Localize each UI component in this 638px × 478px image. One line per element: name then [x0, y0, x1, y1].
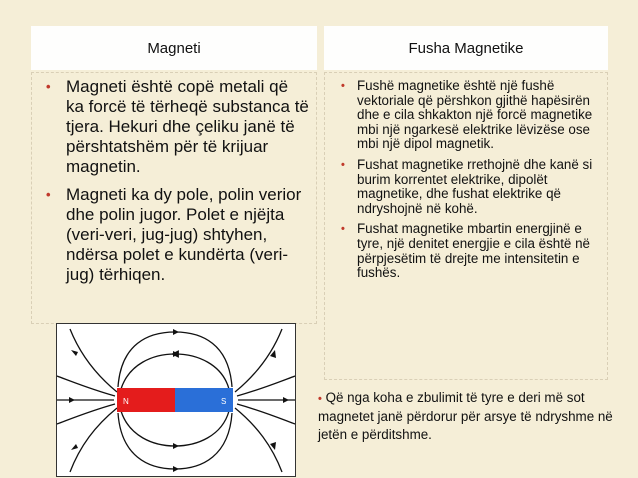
north-pole-label: N: [123, 397, 129, 406]
note-text-content: Që nga koha e zbulimit të tyre e deri më sot magnetet janë përdorur për arsye të ndryshme në jetën e përditshme.: [318, 390, 613, 442]
list-item-text: Fushat magnetike rrethojnë dhe kanë si burim korrentet elektrike, dipolët magnetike, dhe fushat elektrike që ndryshojnë në kohë.: [357, 156, 593, 216]
bullet-icon: •: [341, 80, 345, 92]
list-item-text: Fushat magnetike mbartin energjinë e tyre, një denitet energjie e cila është në përpjesëtim të drejte me intensitetin e fushës.: [357, 221, 590, 281]
magneti-text-box: [31, 72, 317, 324]
header-magneti: [31, 26, 317, 70]
list-item: [335, 158, 601, 216]
bullet-icon: •: [341, 223, 345, 236]
south-pole-label: S: [221, 397, 227, 406]
magneti-bullet-list: [44, 77, 310, 285]
list-item: [335, 222, 601, 280]
list-item: [44, 77, 310, 177]
header-fusha-magnetike: [324, 26, 608, 70]
magnetic-field-diagram: [56, 323, 296, 477]
bullet-icon: •: [341, 158, 345, 171]
bullet-icon: •: [46, 187, 51, 202]
header-magneti-title: Magneti: [147, 39, 201, 57]
field-lines-illustration: [57, 324, 295, 476]
bullet-icon: •: [318, 393, 322, 405]
list-item: [335, 79, 601, 152]
fusha-magnetike-bullet-list: [335, 79, 601, 281]
bullet-icon: •: [46, 79, 51, 94]
list-item-text: Magneti është copë metali që ka forcë të tërheqë substanca të tjera. Hekuri dhe çeliku janë të përshtatshëm për të krijuar magnetin.: [66, 77, 309, 176]
list-item-text: Magneti ka dy pole, polin verior dhe polin jugor. Polet e njëjta (veri-veri, jug-jug) shtyhen, ndërsa polet e kundërta (veri-jug) tërhiqen.: [66, 185, 302, 284]
list-item: [44, 185, 310, 285]
note-text: [318, 389, 618, 444]
header-fusha-magnetike-title: Fusha Magnetike: [408, 39, 524, 57]
list-item-text: Fushë magnetike është një fushë vektoriale që përshkon gjithë hapësirën dhe e cila shkakton një forcë magnetike mbi një ngarkesë elektrike lëvizëse ose mbi një dipol magnetik.: [357, 78, 593, 152]
fusha-magnetike-text-box: [324, 72, 608, 380]
